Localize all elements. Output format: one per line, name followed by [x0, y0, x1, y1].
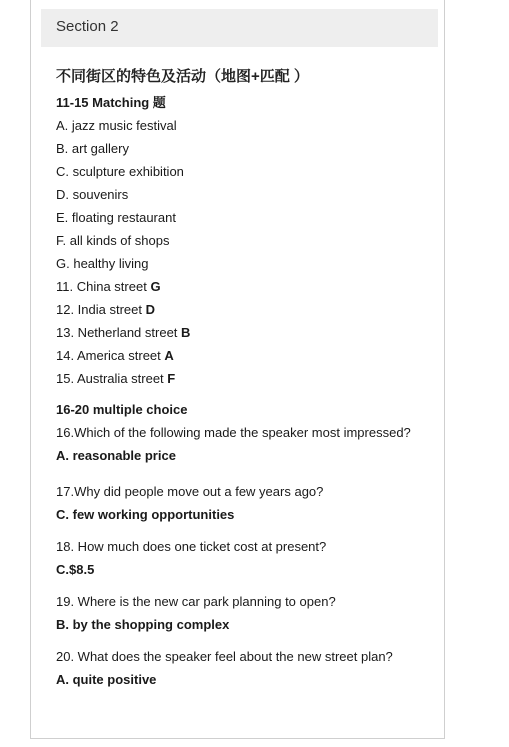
- option-e: E. floating restaurant: [56, 210, 176, 225]
- mc-answer-16: A. reasonable price: [56, 448, 176, 463]
- question-answer: B: [181, 325, 191, 340]
- mc-question-17: 17.Why did people move out a few years ago?: [56, 484, 324, 499]
- question-answer: G: [150, 279, 161, 294]
- mc-question-19: 19. Where is the new car park planning to open?: [56, 594, 336, 609]
- section-label: Section 2: [56, 18, 119, 35]
- option-a: A. jazz music festival: [56, 118, 177, 133]
- option-g: G. healthy living: [56, 256, 149, 271]
- section-title: 不同街区的特色及活动（地图+匹配 ）: [56, 68, 309, 85]
- question-text: 15. Australia street: [56, 371, 164, 386]
- mc-answer-20: A. quite positive: [56, 672, 157, 687]
- option-d: D. souvenirs: [56, 187, 129, 202]
- document-card: [30, 0, 445, 739]
- question-answer: A: [164, 348, 174, 363]
- question-text: 12. India street: [56, 302, 142, 317]
- option-f: F. all kinds of shops: [56, 233, 170, 248]
- question-text: 13. Netherland street: [56, 325, 178, 340]
- mc-question-20: 20. What does the speaker feel about the new street plan?: [56, 649, 393, 664]
- matching-question-12: [56, 298, 436, 321]
- matching-heading: 11-15 Matching 题: [56, 95, 166, 110]
- mc-answer-17: C. few working opportunities: [56, 507, 235, 522]
- matching-question-15: [56, 367, 436, 390]
- mc-question-18: 18. How much does one ticket cost at present?: [56, 539, 327, 554]
- content-body: [56, 60, 436, 691]
- option-c: C. sculpture exhibition: [56, 164, 184, 179]
- question-text: 11. China street: [56, 279, 147, 294]
- matching-question-11: [56, 275, 436, 298]
- matching-question-13: [56, 321, 436, 344]
- question-answer: D: [145, 302, 156, 317]
- section-header: [41, 9, 438, 47]
- mc-answer-18: C.$8.5: [56, 562, 95, 577]
- multiple-choice-heading: 16-20 multiple choice: [56, 402, 188, 417]
- matching-question-14: [56, 344, 436, 367]
- mc-answer-19: B. by the shopping complex: [56, 617, 230, 632]
- option-b: B. art gallery: [56, 141, 129, 156]
- mc-question-16: 16.Which of the following made the speaker most impressed?: [56, 425, 411, 440]
- question-text: 14. America street: [56, 348, 161, 363]
- question-answer: F: [167, 371, 176, 386]
